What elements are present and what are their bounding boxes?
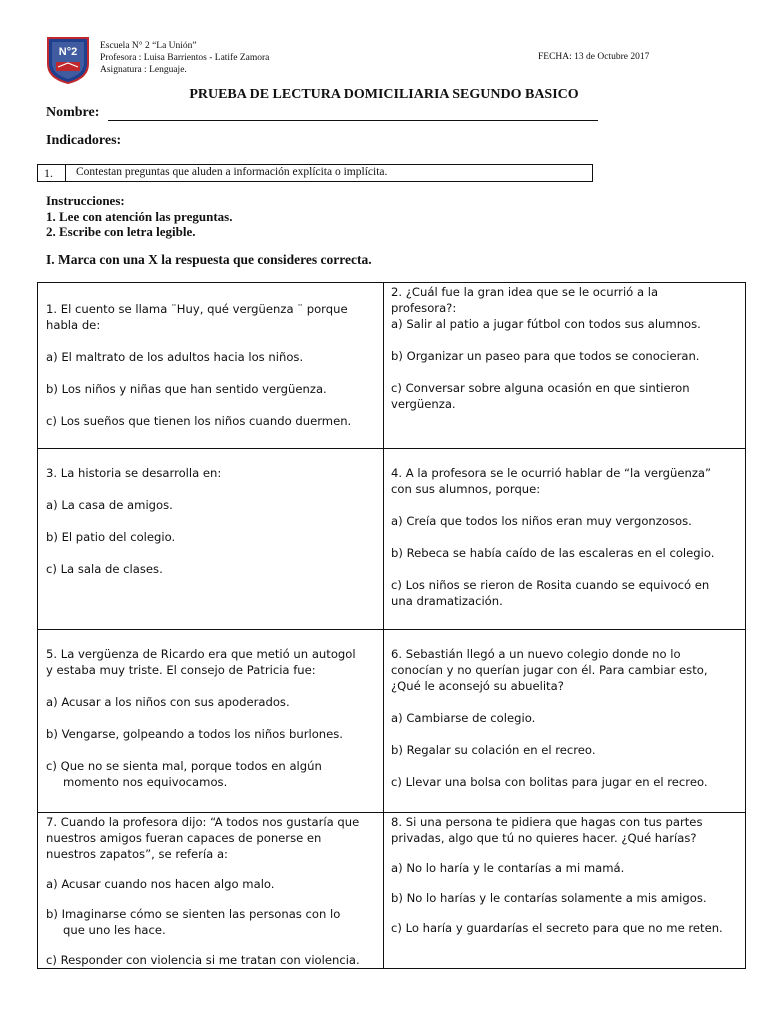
answer-option[interactable]: c) Lo haría y guardarías el secreto para que no me reten. <box>391 921 723 935</box>
answer-option[interactable]: b) Los niños y niñas que han sentido vergüenza. <box>46 382 327 396</box>
answer-option[interactable]: c) Llevar una bolsa con bolitas para jugar en el recreo. <box>391 775 708 789</box>
answer-option[interactable]: c) Que no se sienta mal, porque todos en algún <box>46 759 322 773</box>
question-text: 7. Cuando la profesora dijo: “A todos nos gustaría que <box>46 815 360 829</box>
question-text: 1. El cuento se llama ¨Huy, qué vergüenza ¨ porque <box>46 302 348 316</box>
answer-option[interactable]: b) Vengarse, golpeando a todos los niños burlones. <box>46 727 343 741</box>
instructions <box>46 193 232 240</box>
date-line: FECHA: 13 de Octubre 2017 <box>538 52 650 62</box>
question-text: nuestros amigos fueran capaces de ponerse en <box>46 831 322 845</box>
answer-option[interactable]: b) Imaginarse cómo se sienten las personas con lo <box>46 907 341 921</box>
question-5 <box>46 646 381 790</box>
question-6 <box>391 646 743 790</box>
question-8 <box>391 814 743 936</box>
question-7 <box>46 814 383 968</box>
answer-option[interactable]: b) Rebeca se había caído de las escaleras en el colegio. <box>391 546 715 560</box>
answer-option[interactable]: b) Organizar un paseo para que todos se conocieran. <box>391 349 700 363</box>
answer-option[interactable]: a) La casa de amigos. <box>46 498 173 512</box>
answer-option[interactable]: c) Responder con violencia si me tratan con violencia. <box>46 953 360 967</box>
answer-option[interactable]: a) Salir al patio a jugar fútbol con todos sus alumnos. <box>391 317 701 331</box>
question-text: 4. A la profesora se le ocurrió hablar de “la vergüenza” <box>391 466 712 480</box>
school-info <box>100 40 269 76</box>
answer-option-cont: que uno les hace. <box>63 923 166 937</box>
answer-option[interactable]: a) Cambiarse de colegio. <box>391 711 536 725</box>
answer-option[interactable]: a) Acusar a los niños con sus apoderados. <box>46 695 290 709</box>
question-1 <box>46 301 376 429</box>
question-text: 2. ¿Cuál fue la gran idea que se le ocurrió a la <box>391 285 659 299</box>
answer-option-cont: una dramatización. <box>391 594 503 608</box>
question-text: ¿Qué le aconsejó su abuelita? <box>391 679 564 693</box>
question-text: privadas, algo que tú no quieres hacer. ¿Qué harías? <box>391 831 697 845</box>
section-title: I. Marca con una X la respuesta que consideres correcta. <box>46 252 372 267</box>
question-4 <box>391 465 741 609</box>
question-text: 6. Sebastián llegó a un nuevo colegio donde no lo <box>391 647 681 661</box>
grid-divider <box>38 629 745 630</box>
indicators-label: Indicadores: <box>46 133 122 148</box>
question-text: nuestros zapatos”, se refería a: <box>46 847 228 861</box>
indicator-text: Contestan preguntas que aluden a información explícita o implícita. <box>76 166 388 178</box>
subject-line: Asignatura : Lenguaje. <box>100 65 187 75</box>
teacher-line: Profesora : Luisa Barrientos - Latife Zamora <box>100 53 270 63</box>
name-label: Nombre: <box>46 105 100 120</box>
question-text: conocían y no querían jugar con él. Para cambiar esto, <box>391 663 708 677</box>
answer-option-cont: vergüenza. <box>391 397 456 411</box>
name-field-line[interactable] <box>108 120 598 121</box>
page-title: PRUEBA DE LECTURA DOMICILIARIA SEGUNDO BASICO <box>189 87 579 102</box>
answer-option[interactable]: c) Conversar sobre alguna ocasión en que sintieron <box>391 381 690 395</box>
logo-text: N°2 <box>58 46 78 58</box>
answer-option[interactable]: c) Los sueños que tienen los niños cuando duermen. <box>46 414 352 428</box>
question-text: profesora?: <box>391 301 457 315</box>
answer-option[interactable]: c) Los niños se rieron de Rosita cuando se equivocó en <box>391 578 710 592</box>
question-text: 8. Si una persona te pidiera que hagas con tus partes <box>391 815 703 829</box>
answer-option[interactable]: a) Creía que todos los niños eran muy vergonzosos. <box>391 514 692 528</box>
question-text: 5. La vergüenza de Ricardo era que metió un autogol <box>46 647 356 661</box>
instructions-heading: Instrucciones: <box>46 193 125 208</box>
indicator-number: 1. <box>38 165 66 181</box>
answer-option[interactable]: a) Acusar cuando nos hacen algo malo. <box>46 877 275 891</box>
question-3 <box>46 465 376 577</box>
grid-divider <box>38 812 745 813</box>
answer-option[interactable]: b) Regalar su colación en el recreo. <box>391 743 596 757</box>
answer-option[interactable]: b) El patio del colegio. <box>46 530 176 544</box>
question-text: con sus alumnos, porque: <box>391 482 541 496</box>
grid-divider <box>38 448 745 449</box>
question-text: habla de: <box>46 318 101 332</box>
question-text: y estaba muy triste. El consejo de Patricia fue: <box>46 663 316 677</box>
grid-divider <box>383 283 384 968</box>
question-2 <box>391 284 741 412</box>
school-crest-logo <box>46 36 90 84</box>
answer-option[interactable]: c) La sala de clases. <box>46 562 163 576</box>
indicators-table <box>37 164 593 182</box>
answer-option[interactable]: b) No lo harías y le contarías solamente a mis amigos. <box>391 891 707 905</box>
answer-option[interactable]: a) El maltrato de los adultos hacia los niños. <box>46 350 304 364</box>
school-name: Escuela N° 2 “La Unión” <box>100 41 197 51</box>
questions-grid <box>37 282 746 969</box>
instruction-item: 1. Lee con atención las preguntas. <box>46 208 233 224</box>
answer-option-cont: momento nos equivocamos. <box>63 775 228 789</box>
question-text: 3. La historia se desarrolla en: <box>46 466 222 480</box>
answer-option[interactable]: a) No lo haría y le contarías a mi mamá. <box>391 861 625 875</box>
instruction-item: 2. Escribe con letra legible. <box>46 224 196 239</box>
